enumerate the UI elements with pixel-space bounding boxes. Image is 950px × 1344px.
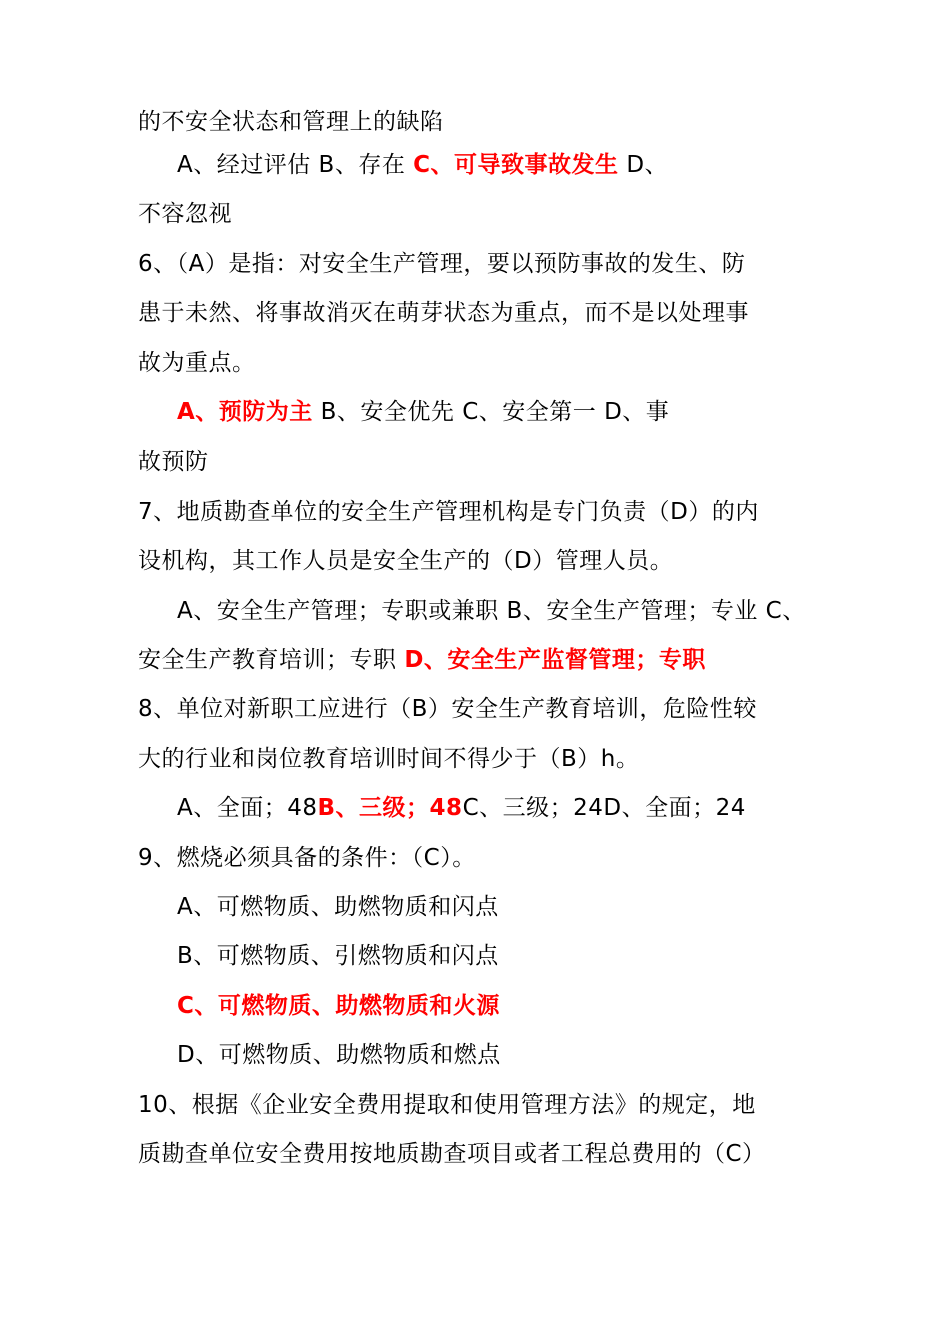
answer-options-line	[177, 990, 500, 1022]
question-text-line	[138, 496, 759, 528]
question-text-line	[138, 743, 639, 775]
text-segment: D、	[618, 152, 669, 178]
text-segment: B、可燃物质、引燃物质和闪点	[177, 943, 499, 969]
question-text-line	[138, 297, 749, 329]
question-text-line	[138, 1138, 766, 1170]
text-segment: A、可燃物质、助燃物质和闪点	[177, 894, 499, 920]
answer-options-line	[177, 940, 499, 972]
text-segment: 故为重点。	[138, 350, 256, 376]
text-segment: 患于未然、将事故消灭在萌芽状态为重点，而不是以处理事	[138, 300, 749, 326]
text-segment: C、三级；24D、全面；24	[462, 795, 746, 821]
text-segment: 大的行业和岗位教育培训时间不得少于（B）h。	[138, 746, 640, 772]
correct-answer-highlight: B、三级；48	[317, 795, 463, 821]
text-segment: 质勘查单位安全费用按地质勘查项目或者工程总费用的（C）	[138, 1141, 766, 1167]
answer-options-line	[177, 595, 806, 627]
question-text-line	[138, 842, 476, 874]
question-text-line	[138, 347, 256, 379]
answer-options-line	[177, 891, 499, 923]
text-segment: 不容忽视	[138, 201, 232, 227]
answer-options-line	[177, 149, 668, 181]
correct-answer-highlight: C、可燃物质、助燃物质和火源	[177, 993, 500, 1019]
correct-answer-highlight: C、可导致事故发生	[413, 152, 619, 178]
text-segment: 6、（A）是指：对安全生产管理，要以预防事故的发生、防	[138, 251, 746, 277]
text-segment: 8、单位对新职工应进行（B）安全生产教育培训，危险性较	[138, 696, 757, 722]
question-text-line	[138, 644, 706, 676]
text-segment: 安全生产教育培训；专职	[138, 647, 405, 673]
text-segment: 设机构，其工作人员是安全生产的（D）管理人员。	[138, 548, 674, 574]
question-text-line	[138, 106, 444, 138]
answer-options-line	[177, 396, 669, 428]
text-segment: A、安全生产管理；专职或兼职 B、安全生产管理；专业 C、	[177, 598, 806, 624]
answer-options-line	[177, 792, 746, 824]
answer-options-line	[177, 1039, 501, 1071]
text-segment: A、经过评估 B、存在	[177, 152, 414, 178]
text-segment: D、可燃物质、助燃物质和燃点	[177, 1042, 501, 1068]
question-text-line	[138, 1089, 756, 1121]
text-segment: 9、燃烧必须具备的条件：（C）。	[138, 845, 476, 871]
question-text-line	[138, 248, 745, 280]
question-text-line	[138, 198, 232, 230]
question-text-line	[138, 693, 757, 725]
text-segment: 7、地质勘查单位的安全生产管理机构是专门负责（D）的内	[138, 499, 759, 525]
question-text-line	[138, 545, 673, 577]
question-text-line	[138, 446, 209, 478]
text-segment: A、全面；48	[177, 795, 318, 821]
text-segment: 10、根据《企业安全费用提取和使用管理方法》的规定，地	[138, 1092, 756, 1118]
text-segment: 的不安全状态和管理上的缺陷	[138, 109, 444, 135]
text-segment: B、安全优先 C、安全第一 D、事	[312, 399, 670, 425]
correct-answer-highlight: A、预防为主	[177, 399, 313, 425]
text-segment: 故预防	[138, 449, 209, 475]
correct-answer-highlight: D、安全生产监督管理；专职	[404, 647, 706, 673]
